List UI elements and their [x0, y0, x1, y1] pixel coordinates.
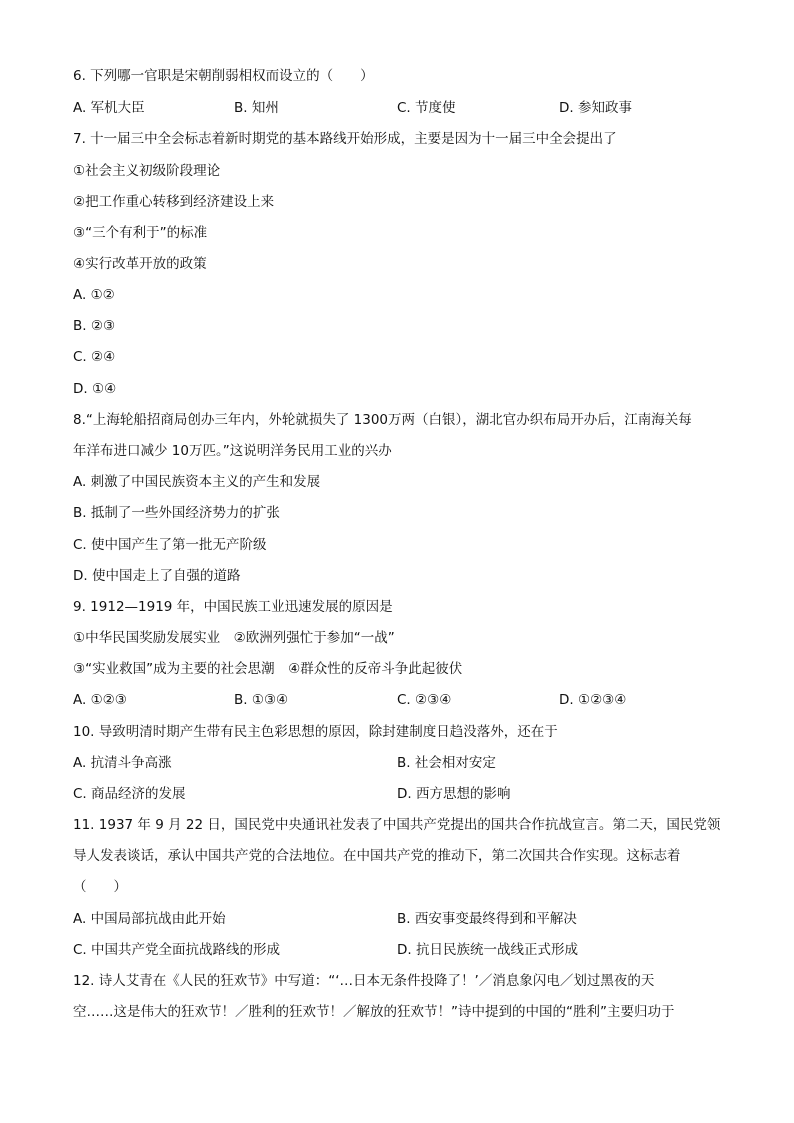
question-11-option-a: A. 中国局部抗战由此开始	[73, 911, 226, 927]
question-11-stem-line-3: （ ）	[73, 879, 127, 895]
question-7-option-c: C. ②④	[73, 349, 116, 365]
question-9-option-d: D. ①②③④	[559, 692, 627, 708]
question-9-option-a: A. ①②③	[73, 692, 127, 708]
question-7-option-d: D. ①④	[73, 381, 117, 397]
question-12-stem-line-2: 空……这是伟大的狂欢节！／胜利的狂欢节！／解放的狂欢节！”诗中提到的中国的“胜利”主要归功于	[73, 1004, 675, 1020]
question-7-option-a: A. ①②	[73, 287, 115, 303]
question-9-stem: 9. 1912—1919 年，中国民族工业迅速发展的原因是	[73, 599, 393, 615]
question-6-stem: 6. 下列哪一官职是宋朝削弱相权而设立的（ ）	[73, 68, 374, 84]
question-8-option-c: C. 使中国产生了第一批无产阶级	[73, 537, 267, 553]
question-11-option-b: B. 西安事变最终得到和平解决	[397, 911, 577, 927]
question-8-option-d: D. 使中国走上了自强的道路	[73, 568, 241, 584]
question-9-items-line-2: ③“实业救国”成为主要的社会思潮 ④群众性的反帝斗争此起彼伏	[73, 661, 463, 677]
question-7-item-4: ④实行改革开放的政策	[73, 256, 207, 272]
question-6-option-c: C. 节度使	[397, 100, 456, 116]
question-6-option-b: B. 知州	[234, 100, 279, 116]
question-9-items-line-1: ①中华民国奖励发展实业 ②欧洲列强忙于参加“一战”	[73, 630, 395, 646]
question-7-item-2: ②把工作重心转移到经济建设上来	[73, 194, 275, 210]
question-8-stem-line-2: 年洋布进口减少 10万匹。”这说明洋务民用工业的兴办	[73, 443, 392, 459]
question-7-item-3: ③“三个有利于”的标准	[73, 225, 208, 241]
question-11-stem-line-1: 11. 1937 年 9 月 22 日，国民党中央通讯社发表了中国共产党提出的国共合作抗战宣言。第二天，国民党领	[73, 817, 721, 833]
question-9-option-b: B. ①③④	[234, 692, 289, 708]
question-8-option-b: B. 抵制了一些外国经济势力的扩张	[73, 505, 280, 521]
question-10-option-d: D. 西方思想的影响	[397, 786, 511, 802]
question-9-option-c: C. ②③④	[397, 692, 452, 708]
question-11-option-d: D. 抗日民族统一战线正式形成	[397, 942, 578, 958]
question-6-option-a: A. 军机大臣	[73, 100, 145, 116]
question-11-option-c: C. 中国共产党全面抗战路线的形成	[73, 942, 281, 958]
question-6-option-d: D. 参知政事	[559, 100, 632, 116]
question-11-stem-line-2: 导人发表谈话，承认中国共产党的合法地位。在中国共产党的推动下，第二次国共合作实现。这标志着	[73, 848, 681, 864]
question-7-option-b: B. ②③	[73, 318, 116, 334]
question-10-option-b: B. 社会相对安定	[397, 755, 496, 771]
question-8-stem-line-1: 8.“上海轮船招商局创办三年内，外轮就损失了 1300万两（白银），湖北官办织布局开办后，江南海关每	[73, 412, 692, 428]
question-7-stem: 7. 十一届三中全会标志着新时期党的基本路线开始形成，主要是因为十一届三中全会提出了	[73, 131, 617, 147]
question-8-option-a: A. 刺激了中国民族资本主义的产生和发展	[73, 474, 321, 490]
question-12-stem-line-1: 12. 诗人艾青在《人民的狂欢节》中写道：“‘…日本无条件投降了！’／消息象闪电／划过黑夜的天	[73, 973, 655, 989]
question-10-option-a: A. 抗清斗争高涨	[73, 755, 172, 771]
question-7-item-1: ①社会主义初级阶段理论	[73, 163, 221, 179]
question-10-option-c: C. 商品经济的发展	[73, 786, 186, 802]
question-10-stem: 10. 导致明清时期产生带有民主色彩思想的原因，除封建制度日趋没落外，还在于	[73, 724, 558, 740]
